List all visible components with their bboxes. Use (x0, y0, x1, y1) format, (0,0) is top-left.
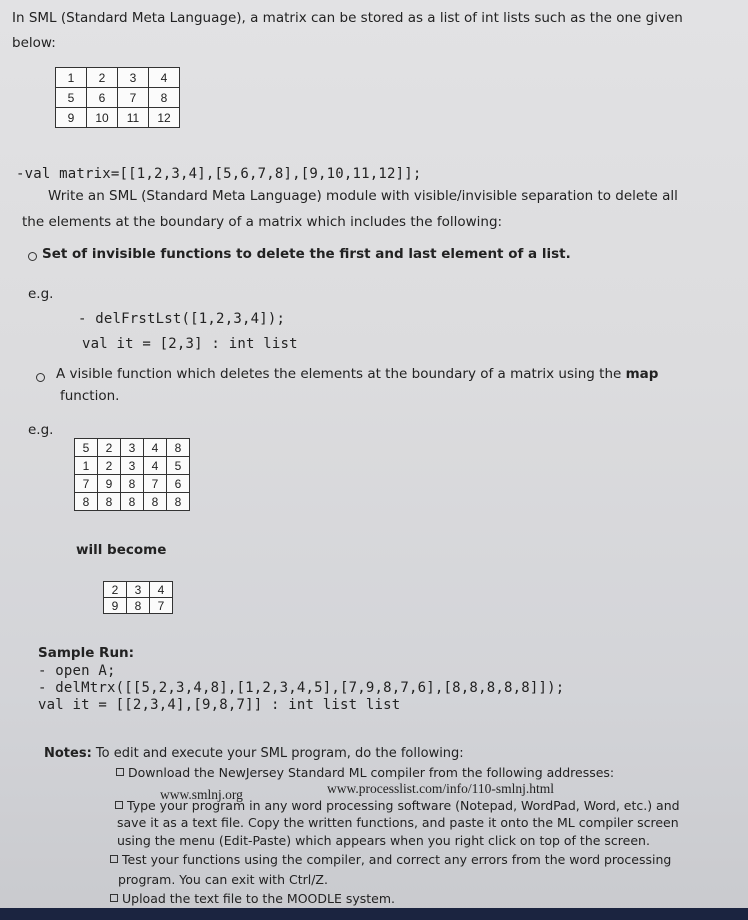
bullet-circle-icon (28, 252, 37, 261)
matrix-cell: 4 (144, 439, 167, 457)
sample-run-label: Sample Run: (38, 645, 135, 661)
matrix-cell: 5 (56, 88, 87, 108)
notes-bullet-1 (116, 765, 614, 780)
matrix-cell: 7 (144, 475, 167, 493)
matrix-cell: 7 (118, 88, 149, 108)
matrix-cell: 8 (144, 493, 167, 511)
matrix-cell: 9 (104, 598, 127, 614)
checkbox-square-icon (110, 855, 118, 863)
matrix-cell: 2 (87, 68, 118, 88)
notes-intro-text: To edit and execute your SML program, do the following: (91, 746, 464, 761)
matrix-row (56, 108, 180, 128)
matrix-cell: 2 (98, 457, 121, 475)
matrix-cell: 12 (149, 108, 180, 128)
checkbox-square-icon (116, 768, 124, 776)
screen-bottom-bezel (0, 908, 748, 920)
intro-line-1: In SML (Standard Meta Language), a matrix can be stored as a list of int lists such as the one given (12, 10, 683, 26)
checkbox-square-icon (115, 801, 123, 809)
matrix-cell: 6 (87, 88, 118, 108)
notes-bullet-3 (110, 852, 671, 867)
intro-line-2: below: (12, 35, 56, 51)
matrix-cell: 8 (167, 439, 190, 457)
matrix-cell: 10 (87, 108, 118, 128)
task-line-1: Write an SML (Standard Meta Language) module with visible/invisible separation to delete all (48, 188, 678, 204)
matrix-cell: 8 (127, 598, 150, 614)
matrix-cell: 4 (150, 582, 173, 598)
matrix-row (75, 475, 190, 493)
matrix-row (75, 457, 190, 475)
matrix-cell: 5 (167, 457, 190, 475)
notes-bullet-2-line-3: using the menu (Edit-Paste) which appears when you right click on top of the screen. (117, 833, 650, 848)
matrix-cell: 2 (104, 582, 127, 598)
url-smlnj: www.smlnj.org (160, 787, 243, 802)
val-matrix-code: -val matrix=[[1,2,3,4],[5,6,7,8],[9,10,11,12]]; (16, 166, 422, 182)
notes-bullet-4-text: Upload the text file to the MOODLE system. (122, 891, 396, 906)
matrix-cell: 3 (118, 68, 149, 88)
matrix-cell: 3 (121, 439, 144, 457)
example-matrix-table (55, 67, 180, 128)
notes-intro (44, 746, 464, 761)
item-visible-function-text: A visible function which deletes the elements at the boundary of a matrix using the (56, 366, 622, 382)
matrix-cell: 3 (121, 457, 144, 475)
item-visible-function (56, 366, 658, 382)
notes-bullet-4 (110, 891, 395, 906)
url-processlist: www.processlist.com/info/110-smlnj.html (327, 781, 554, 796)
matrix-row (75, 493, 190, 511)
matrix-cell: 8 (98, 493, 121, 511)
matrix-cell: 1 (75, 457, 98, 475)
map-keyword: map (625, 366, 659, 382)
notes-bullet-3-text: Test your functions using the compiler, and correct any errors from the word processing (122, 852, 672, 867)
matrix-cell: 8 (121, 493, 144, 511)
notes-bullet-1-text: Download the NewJersey Standard ML compiler from the following addresses: (128, 765, 615, 780)
matrix-row (104, 582, 173, 598)
matrix-row (104, 598, 173, 614)
matrix-cell: 4 (144, 457, 167, 475)
notes-bullet-2 (115, 798, 680, 813)
matrix-cell: 11 (118, 108, 149, 128)
input-matrix-table (74, 438, 190, 511)
task-line-2: the elements at the boundary of a matrix which includes the following: (22, 214, 503, 230)
matrix-cell: 3 (127, 582, 150, 598)
sample-run-line-2: - delMtrx([[5,2,3,4,8],[1,2,3,4,5],[7,9,8,7,6],[8,8,8,8,8]]); (38, 680, 565, 696)
matrix-cell: 9 (98, 475, 121, 493)
item-visible-function-line-2: function. (60, 388, 120, 404)
notes-bullet-2-line-2: save it as a text file. Copy the written functions, and paste it onto the ML compiler screen (117, 815, 679, 830)
notes-bullet-2-text: Type your program in any word processing software (Notepad, WordPad, Word, etc.) and (127, 798, 680, 813)
matrix-cell: 8 (149, 88, 180, 108)
matrix-cell: 9 (56, 108, 87, 128)
code-delfrstlst-result: val it = [2,3] : int list (82, 336, 298, 352)
notes-bullet-3-line-2: program. You can exit with Ctrl/Z. (118, 872, 328, 887)
notes-label: Notes: (44, 746, 92, 761)
eg-label-2: e.g. (28, 422, 54, 438)
matrix-cell: 1 (56, 68, 87, 88)
code-delfrstlst-call: - delFrstLst([1,2,3,4]); (78, 311, 286, 327)
will-become-label: will become (76, 542, 167, 558)
matrix-row (75, 439, 190, 457)
matrix-cell: 7 (75, 475, 98, 493)
matrix-cell: 6 (167, 475, 190, 493)
matrix-row (56, 68, 180, 88)
eg-label-1: e.g. (28, 286, 54, 302)
matrix-row (56, 88, 180, 108)
sample-run-line-3: val it = [[2,3,4],[9,8,7]] : int list list (38, 697, 401, 713)
matrix-cell: 7 (150, 598, 173, 614)
matrix-cell: 4 (149, 68, 180, 88)
result-matrix-table (103, 581, 173, 614)
matrix-cell: 8 (75, 493, 98, 511)
matrix-cell: 2 (98, 439, 121, 457)
checkbox-square-icon (110, 894, 118, 902)
sample-run-line-1: - open A; (38, 663, 116, 679)
item-invisible-functions: Set of invisible functions to delete the first and last element of a list. (42, 246, 571, 262)
matrix-cell: 8 (167, 493, 190, 511)
matrix-cell: 5 (75, 439, 98, 457)
matrix-cell: 8 (121, 475, 144, 493)
bullet-circle-icon (36, 373, 45, 382)
